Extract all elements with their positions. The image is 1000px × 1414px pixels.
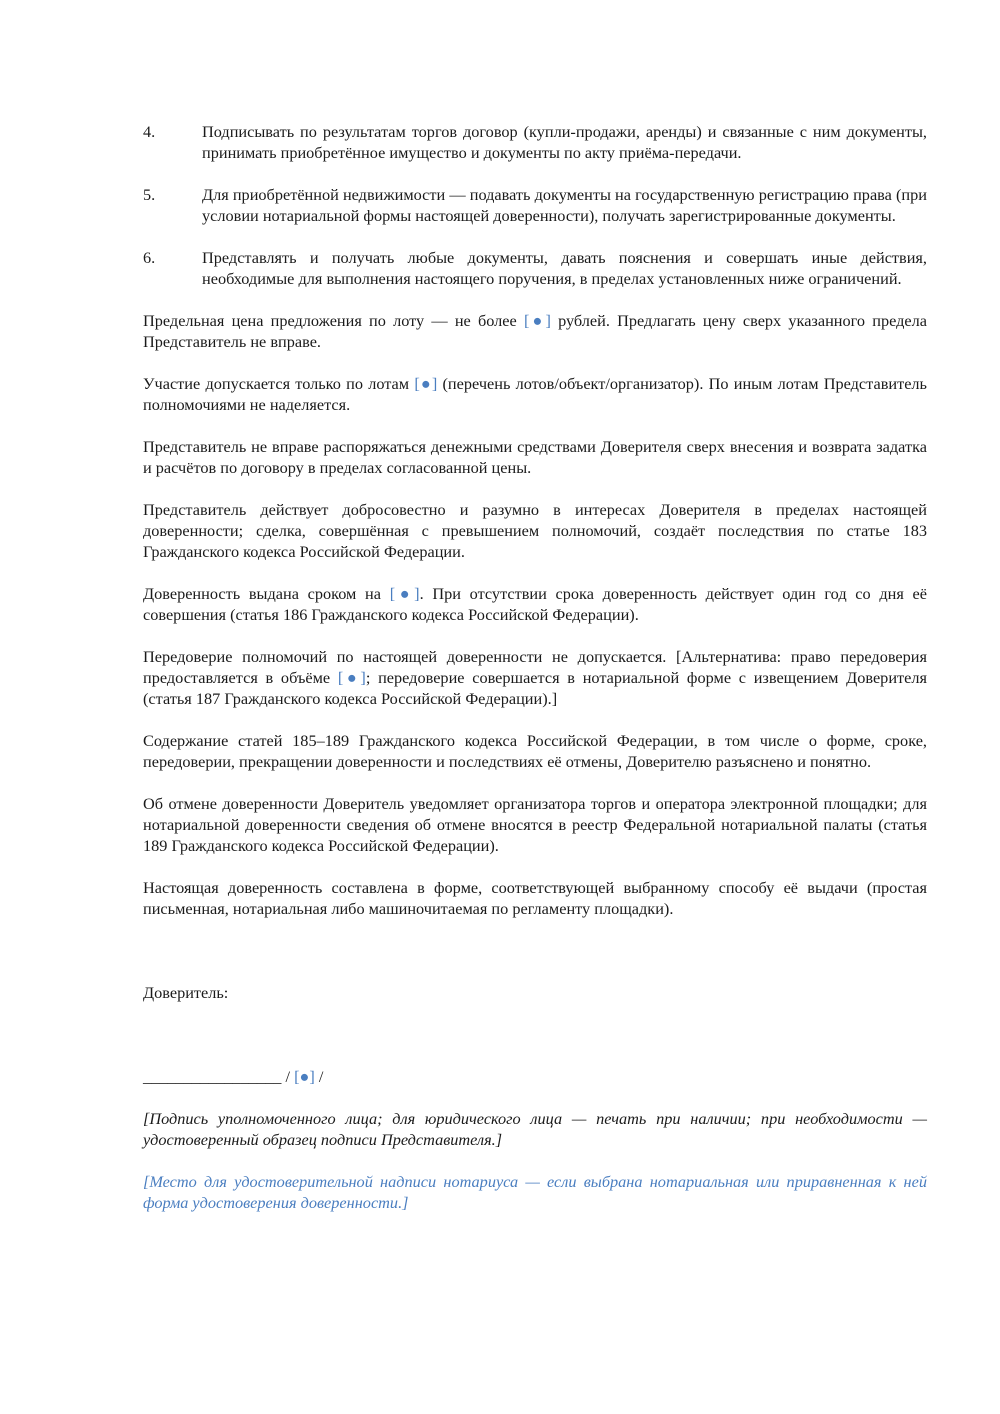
placeholder-field: [●] [294,1067,315,1086]
principal-label: Доверитель: [143,983,229,1002]
paragraph-funds: Представитель не вправе распоряжаться денежными средствами Доверителя сверх внесения и возврата задатка и расчётов по договору в пределах согласованной цены. [143,437,927,477]
list-item-number: 6. [143,248,156,267]
list-item [143,121,927,163]
paragraph-term: Доверенность выдана сроком на [●]. При отсутствии срока доверенность действует один год со дня её совершения (статья 186 Гражданского кодекса Российской Федерации). [143,584,927,624]
notary-note: [Место для удостоверительной надписи нотариуса — если выбрана нотариальная или приравненная к ней форма удостоверения доверенности.] [143,1172,927,1212]
placeholder-field: [●] [389,584,420,603]
list-item-text: Представлять и получать любые документы, давать пояснения и совершать иные действия, необходимые для выполнения настоящего поручения, в пределах установленных ниже ограничений. [202,248,927,288]
signature-blank: _________________ [143,1067,282,1086]
paragraph-revocation: Об отмене доверенности Доверитель уведомляет организатора торгов и оператора электронной площадки; для нотариальной доверенности сведения об отмене вносятся в реестр Федеральной нотариальной палаты (статья 189 Гражданского кодекса Российской Федерации). [143,794,927,855]
list-item [143,184,927,226]
paragraph-price-limit: Предельная цена предложения по лоту — не более [●] рублей. Предлагать цену сверх указанного предела Представитель не вправе. [143,311,927,351]
paragraph-lots: Участие допускается только по лотам [●] (перечень лотов/объект/организатор). По иным лотам Представитель полномочиями не наделяется. [143,374,927,414]
list-item-number: 5. [143,185,156,204]
paragraph-good-faith: Представитель действует добросовестно и разумно в интересах Доверителя в пределах настоящей доверенности; сделка, совершённая с превышением полномочий, создаёт последствия по статье 183 Гражданского кодекса Российской Федерации. [143,500,927,561]
signature-line: _________________ / [●] / [143,1067,324,1086]
placeholder-field: [●] [337,668,366,687]
list-item-text: Для приобретённой недвижимости — подавать документы на государственную регистрацию права (при условии нотариальной формы настоящей доверенности), получать зарегистрированные документы. [202,185,927,225]
placeholder-field: [●] [523,311,551,330]
document-page [143,121,927,1234]
paragraph-explained: Содержание статей 185–189 Гражданского кодекса Российской Федерации, в том числе о форме, сроке, передоверии, прекращении доверенности и последствиях её отмены, Доверителю разъяснено и понятно. [143,731,927,771]
list-item-number: 4. [143,122,156,141]
signature-note: [Подпись уполномоченного лица; для юридического лица — печать при наличии; при необходимости — удостоверенный образец подписи Представителя.] [143,1109,927,1149]
paragraph-redelegation: Передоверие полномочий по настоящей доверенности не допускается. [Альтернатива: право передоверия предоставляется в объёме [●]; передоверие совершается в нотариальной форме с извещением Доверителя (статья 187 Гражданского кодекса Российской Федерации).] [143,647,927,708]
list-item-text: Подписывать по результатам торгов договор (купли-продажи, аренды) и связанные с ним документы, принимать приобретённое имущество и документы по акту приёма-передачи. [202,122,927,162]
list-item [143,247,927,289]
placeholder-field: [●] [414,374,438,393]
paragraph-form: Настоящая доверенность составлена в форме, соответствующей выбранному способу её выдачи (простая письменная, нотариальная либо машиночитаемая по регламенту площадки). [143,878,927,918]
